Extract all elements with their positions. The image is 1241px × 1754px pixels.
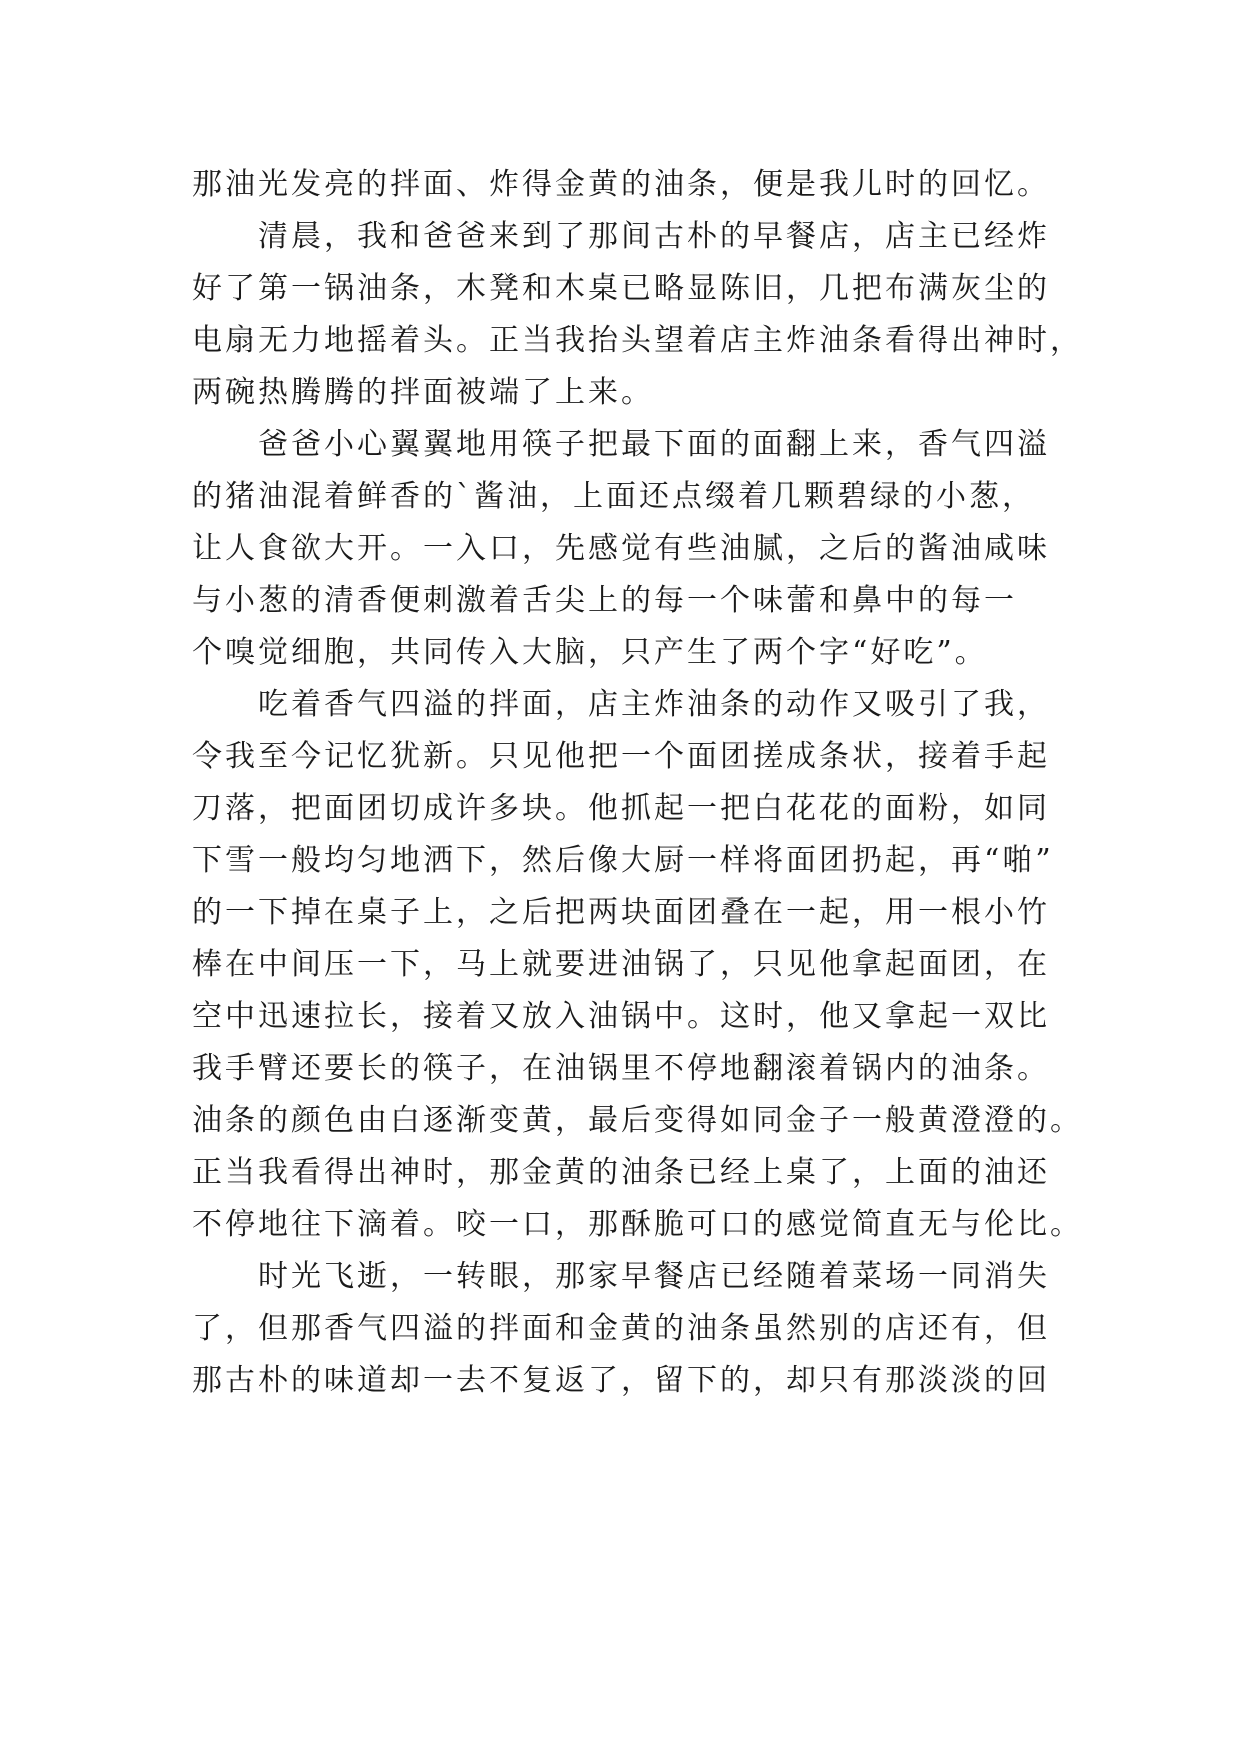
text-line: 棒在中间压一下，马上就要进油锅了，只见他拿起面团，在 (192, 947, 1050, 982)
text-line: 那油光发亮的拌面、炸得金黄的油条，便是我儿时的回忆。 (192, 167, 1050, 202)
text-line: 个嗅觉细胞，共同传入大脑，只产生了两个字“好吃”。 (192, 635, 988, 670)
text-line: 让人食欲大开。一入口，先感觉有些油腻，之后的酱油咸味 (192, 531, 1050, 566)
paragraph-start-line: 时光飞逝，一转眼，那家早餐店已经随着菜场一同消失 (258, 1259, 1050, 1294)
text-line: 油条的颜色由白逐渐变黄，最后变得如同金子一般黄澄澄的。 (192, 1103, 1083, 1138)
paragraph-start-line: 爸爸小心翼翼地用筷子把最下面的面翻上来，香气四溢 (258, 427, 1050, 462)
paragraph-start-line: 清晨，我和爸爸来到了那间古朴的早餐店，店主已经炸 (258, 219, 1050, 254)
text-line: 两碗热腾腾的拌面被端了上来。 (192, 375, 654, 410)
text-line: 正当我看得出神时，那金黄的油条已经上桌了，上面的油还 (192, 1155, 1050, 1190)
text-line: 刀落，把面团切成许多块。他抓起一把白花花的面粉，如同 (192, 791, 1050, 826)
text-line: 令我至今记忆犹新。只见他把一个面团搓成条状，接着手起 (192, 739, 1050, 774)
text-line: 我手臂还要长的筷子，在油锅里不停地翻滚着锅内的油条。 (192, 1051, 1050, 1086)
text-line: 不停地往下滴着。咬一口，那酥脆可口的感觉简直无与伦比。 (192, 1207, 1083, 1242)
text-line: 空中迅速拉长，接着又放入油锅中。这时，他又拿起一双比 (192, 999, 1050, 1034)
text-line: 的一下掉在桌子上，之后把两块面团叠在一起，用一根小竹 (192, 895, 1050, 930)
text-line: 那古朴的味道却一去不复返了，留下的，却只有那淡淡的回 (192, 1363, 1050, 1398)
text-line: 电扇无力地摇着头。正当我抬头望着店主炸油条看得出神时， (192, 323, 1083, 358)
text-line: 与小葱的清香便刺激着舌尖上的每一个味蕾和鼻中的每一 (192, 583, 1017, 618)
text-line: 了，但那香气四溢的拌面和金黄的油条虽然别的店还有，但 (192, 1311, 1050, 1346)
paragraph-start-line: 吃着香气四溢的拌面，店主炸油条的动作又吸引了我， (258, 687, 1050, 722)
essay-body (192, 159, 1083, 1407)
text-line: 好了第一锅油条，木凳和木桌已略显陈旧，几把布满灰尘的 (192, 271, 1050, 306)
text-line: 下雪一般均匀地洒下，然后像大厨一样将面团扔起，再“啪” (192, 843, 1054, 878)
text-line: 的猪油混着鲜香的`酱油，上面还点缀着几颗碧绿的小葱， (192, 479, 1035, 514)
